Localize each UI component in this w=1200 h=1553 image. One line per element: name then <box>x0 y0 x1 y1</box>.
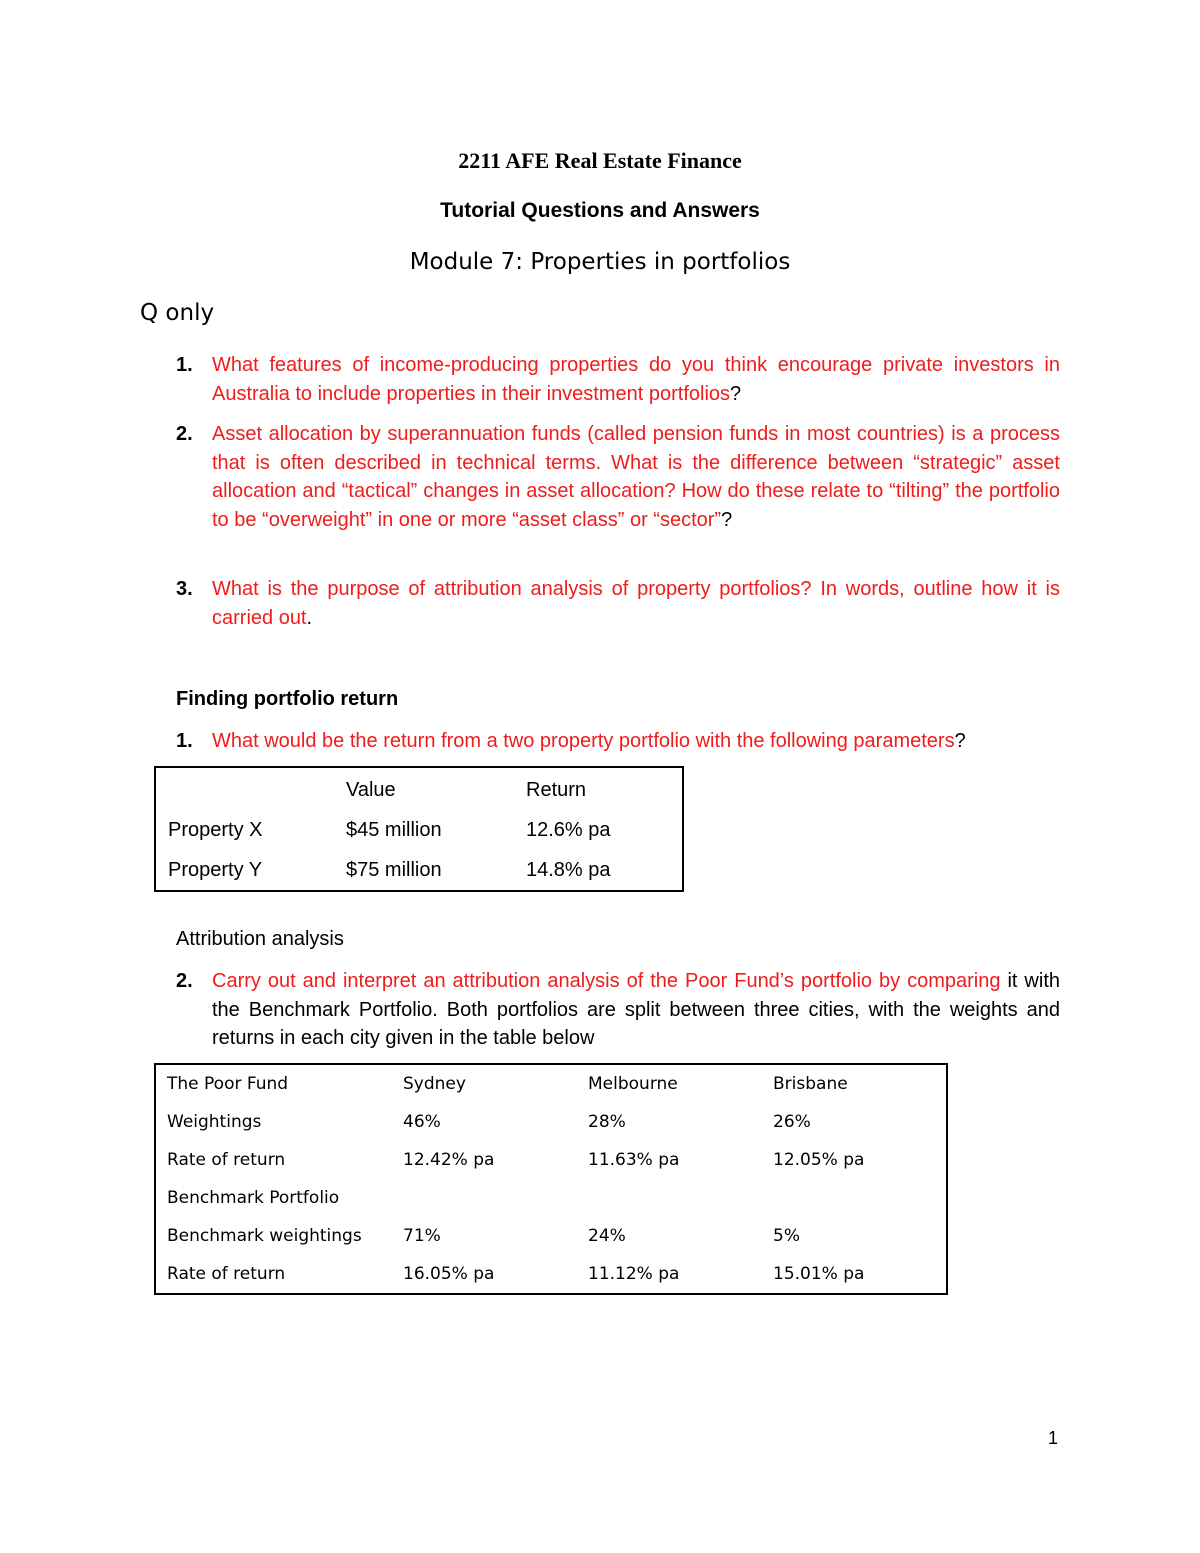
question-text: Asset allocation by superannuation funds (called pension funds in most countries) is a process that is often described in technical terms. What is the difference between “strategic” asset allocation and “tactical” changes in asset allocation? How do these relate to “tilting” the portfolio to be “overweight” in one or more “asset class” or “sector” <box>212 423 1060 531</box>
table-cell: $45 million <box>346 818 442 841</box>
table-row <box>155 1179 947 1217</box>
table-row <box>155 850 683 891</box>
table-cell: 71% <box>403 1226 441 1246</box>
question-text: What is the purpose of attribution analysis of property portfolios? In words, outline how it is carried out <box>212 578 1060 629</box>
table-cell: Melbourne <box>588 1074 678 1094</box>
question-number: 3. <box>176 578 193 600</box>
question-3 <box>176 575 1060 632</box>
table-cell: 14.8% pa <box>526 858 611 881</box>
table-header-cell: Value <box>346 778 396 801</box>
table-header-cell: Return <box>526 778 587 801</box>
table-cell: 11.12% pa <box>588 1264 680 1284</box>
question-2 <box>176 420 1060 534</box>
table-cell: Rate of return <box>167 1150 286 1170</box>
table-cell: 12.42% pa <box>403 1150 495 1170</box>
table-cell <box>577 1179 762 1217</box>
section-heading-attribution: Attribution analysis <box>176 928 344 950</box>
question-tail: . <box>306 606 313 629</box>
portfolio-return-question <box>176 727 1076 756</box>
table-header-cell <box>155 767 334 810</box>
question-number: 2. <box>176 423 193 445</box>
table-cell <box>392 1179 577 1217</box>
table-cell <box>762 1179 947 1217</box>
question-tail: ? <box>721 508 733 531</box>
table-cell: 15.01% pa <box>773 1264 865 1284</box>
question-number: 2. <box>176 970 193 992</box>
page-number: 1 <box>1048 1428 1059 1448</box>
table-cell: Benchmark weightings <box>167 1226 362 1246</box>
q-only-label: Q only <box>140 300 215 326</box>
table-cell: 5% <box>773 1226 800 1246</box>
table-cell: Brisbane <box>773 1074 848 1094</box>
question-number: 1. <box>176 730 193 752</box>
table-cell: Benchmark Portfolio <box>167 1188 340 1208</box>
table-cell: The Poor Fund <box>167 1074 289 1094</box>
table-cell: 12.6% pa <box>526 818 611 841</box>
table-cell: Rate of return <box>167 1264 286 1284</box>
question-tail: ? <box>954 730 966 752</box>
table-row <box>155 1141 947 1179</box>
question-number: 1. <box>176 354 193 376</box>
document-subtitle: Tutorial Questions and Answers <box>440 199 760 222</box>
course-title: 2211 AFE Real Estate Finance <box>458 148 742 173</box>
table-cell: 46% <box>403 1112 441 1132</box>
question-text: What would be the return from a two property portfolio with the following parameters <box>212 730 955 752</box>
question-text: What features of income-producing properties do you think encourage private investors in Australia to include properties in their investment portfolios <box>212 354 1060 405</box>
table-row <box>155 1103 947 1141</box>
table-cell: $75 million <box>346 858 442 881</box>
table-cell: Property Y <box>168 858 263 881</box>
table-cell: 26% <box>773 1112 811 1132</box>
question-text: Carry out and interpret an attribution analysis of the Poor Fund’s portfolio by comparing <box>212 970 1001 992</box>
table-row <box>155 1217 947 1255</box>
section-heading-portfolio-return: Finding portfolio return <box>176 688 399 710</box>
table-cell: 11.63% pa <box>588 1150 680 1170</box>
module-title: Module 7: Properties in portfolios <box>409 249 791 275</box>
table-cell: 24% <box>588 1226 626 1246</box>
table-row <box>155 1064 947 1103</box>
table-row <box>155 810 683 850</box>
property-table <box>154 766 684 892</box>
question-tail: ? <box>730 382 742 405</box>
table-row <box>155 1255 947 1294</box>
table-cell: Weightings <box>167 1112 262 1132</box>
table-cell: Property X <box>168 818 263 841</box>
table-header-row <box>155 767 683 810</box>
table-cell: 28% <box>588 1112 626 1132</box>
table-cell: Sydney <box>403 1074 466 1094</box>
attribution-question <box>176 967 1060 1053</box>
question-text-continued: it with the Benchmark Portfolio. Both portfolios are split between three cities, with the weights and returns in each city given in the table below <box>212 970 1060 1049</box>
table-cell: 12.05% pa <box>773 1150 865 1170</box>
attribution-table <box>154 1063 948 1295</box>
question-1 <box>176 351 1060 408</box>
table-cell: 16.05% pa <box>403 1264 495 1284</box>
